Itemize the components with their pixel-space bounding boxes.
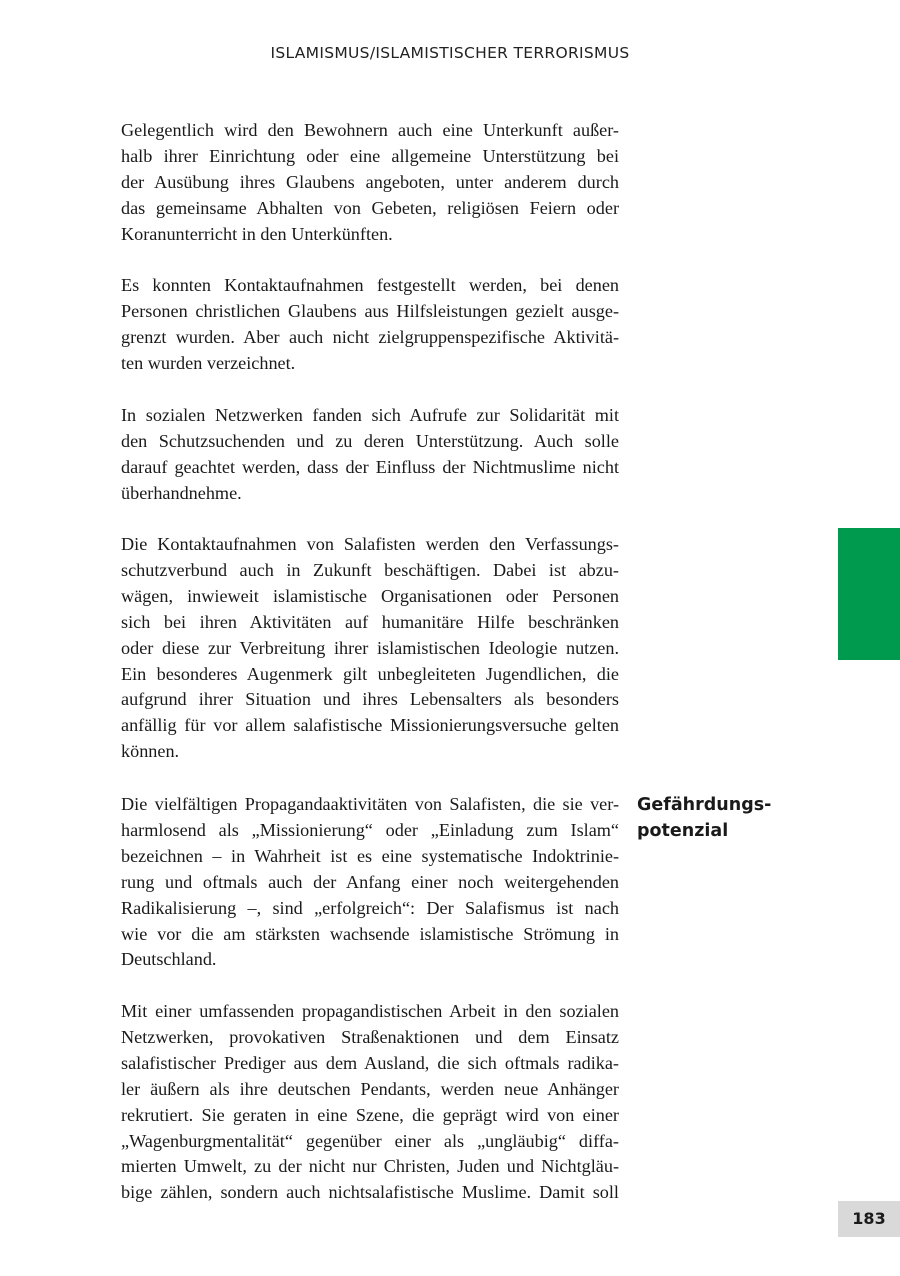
text-line: sich bei ihren Aktivitäten auf humanitäre Hilfe beschränken [121,611,619,632]
margin-note-gefaehrdungspotenzial [637,792,777,844]
page-number: 183 [838,1201,900,1237]
text-line: Radikalisierung –, sind „erfolgreich“: Der Salafismus ist nach [121,897,619,918]
text-line: Es konnten Kontaktaufnahmen festgestellt werden, bei denen [121,275,619,295]
paragraph-3 [121,403,619,507]
text-line: wägen, inwieweit islamistische Organisationen oder Personen [121,585,619,606]
text-line: ten wurden verzeichnet. [121,352,296,373]
paragraph-2 [121,273,619,377]
text-line: bezeichnen – in Wahrheit ist es eine systematische Indoktrinie- [121,845,619,866]
text-line: salafistischer Prediger aus dem Ausland, die sich oftmals radika- [121,1052,619,1073]
text-line: grenzt wurden. Aber auch nicht zielgruppenspezifische Aktivitä- [121,326,619,347]
text-line: Deutschland. [121,949,217,970]
running-header: ISLAMISMUS/ISLAMISTISCHER TERRORISMUS [270,44,630,62]
paragraph-6 [121,999,619,1206]
text-line: Die vielfältigen Propagandaaktivitäten von Salafisten, die sie ver- [121,794,619,814]
text-line: „Wagenburgmentalität“ gegenüber einer als „ungläubig“ diffa- [121,1130,619,1151]
text-line: mierten Umwelt, zu der nicht nur Christen, Juden und Nichtgläu- [121,1156,619,1177]
text-line: In sozialen Netzwerken fanden sich Aufrufe zur Solidarität mit [121,405,619,425]
text-line: rekrutiert. Sie geraten in eine Szene, die geprägt wird von einer [121,1104,619,1125]
text-line: das gemeinsame Abhalten von Gebeten, religiösen Feiern oder [121,197,619,218]
text-line: Mit einer umfassenden propagandistischen Arbeit in den sozialen [121,1001,619,1021]
section-tab-marker [838,528,900,660]
text-line: Personen christlichen Glaubens aus Hilfsleistungen gezielt ausge- [121,300,619,321]
paragraph-1 [121,118,619,248]
text-line: schutzverbund auch in Zukunft beschäftigen. Dabei ist abzu- [121,559,619,580]
text-line: bige zählen, sondern auch nichtsalafistische Muslime. Damit soll [121,1182,619,1203]
text-line: können. [121,741,180,762]
text-line: der Ausübung ihres Glaubens angeboten, unter anderem durch [121,171,619,192]
text-line: rung und oftmals auch der Anfang einer noch weitergehenden [121,871,619,892]
text-line: harmlosend als „Missionierung“ oder „Einladung zum Islam“ [121,819,619,840]
text-line: Netzwerken, provokativen Straßenaktionen und dem Einsatz [121,1026,619,1047]
text-line: Koranunterricht in den Unterkünften. [121,223,393,244]
text-line: ler äußern als ihre deutschen Pendants, werden neue Anhänger [121,1078,619,1099]
paragraph-4 [121,532,619,765]
text-line: wie vor die am stärksten wachsende islamistische Strömung in [121,923,619,944]
text-line: Ein besonderes Augenmerk gilt unbegleiteten Jugendlichen, die [121,663,619,684]
text-line: halb ihrer Einrichtung oder eine allgemeine Unterstützung bei [121,145,619,166]
text-line: Die Kontaktaufnahmen von Salafisten werden den Verfassungs- [121,534,619,554]
text-line: darauf geachtet werden, dass der Einfluss der Nichtmuslime nicht [121,456,619,477]
text-line: oder diese zur Verbreitung ihrer islamistischen Ideologie nutzen. [121,637,619,658]
text-line: anfällig für vor allem salafistische Missionierungsversuche gelten [121,715,619,736]
margin-note-line: potenzial [637,821,729,841]
text-line: Gelegentlich wird den Bewohnern auch eine Unterkunft außer- [121,120,619,140]
text-line: aufgrund ihrer Situation und ihres Lebensalters als besonders [121,689,619,710]
text-line: den Schutzsuchenden und zu deren Unterstützung. Auch solle [121,430,619,451]
margin-note-line: Gefährdungs- [637,795,772,815]
paragraph-5 [121,792,619,973]
text-line: überhandnehme. [121,482,242,503]
